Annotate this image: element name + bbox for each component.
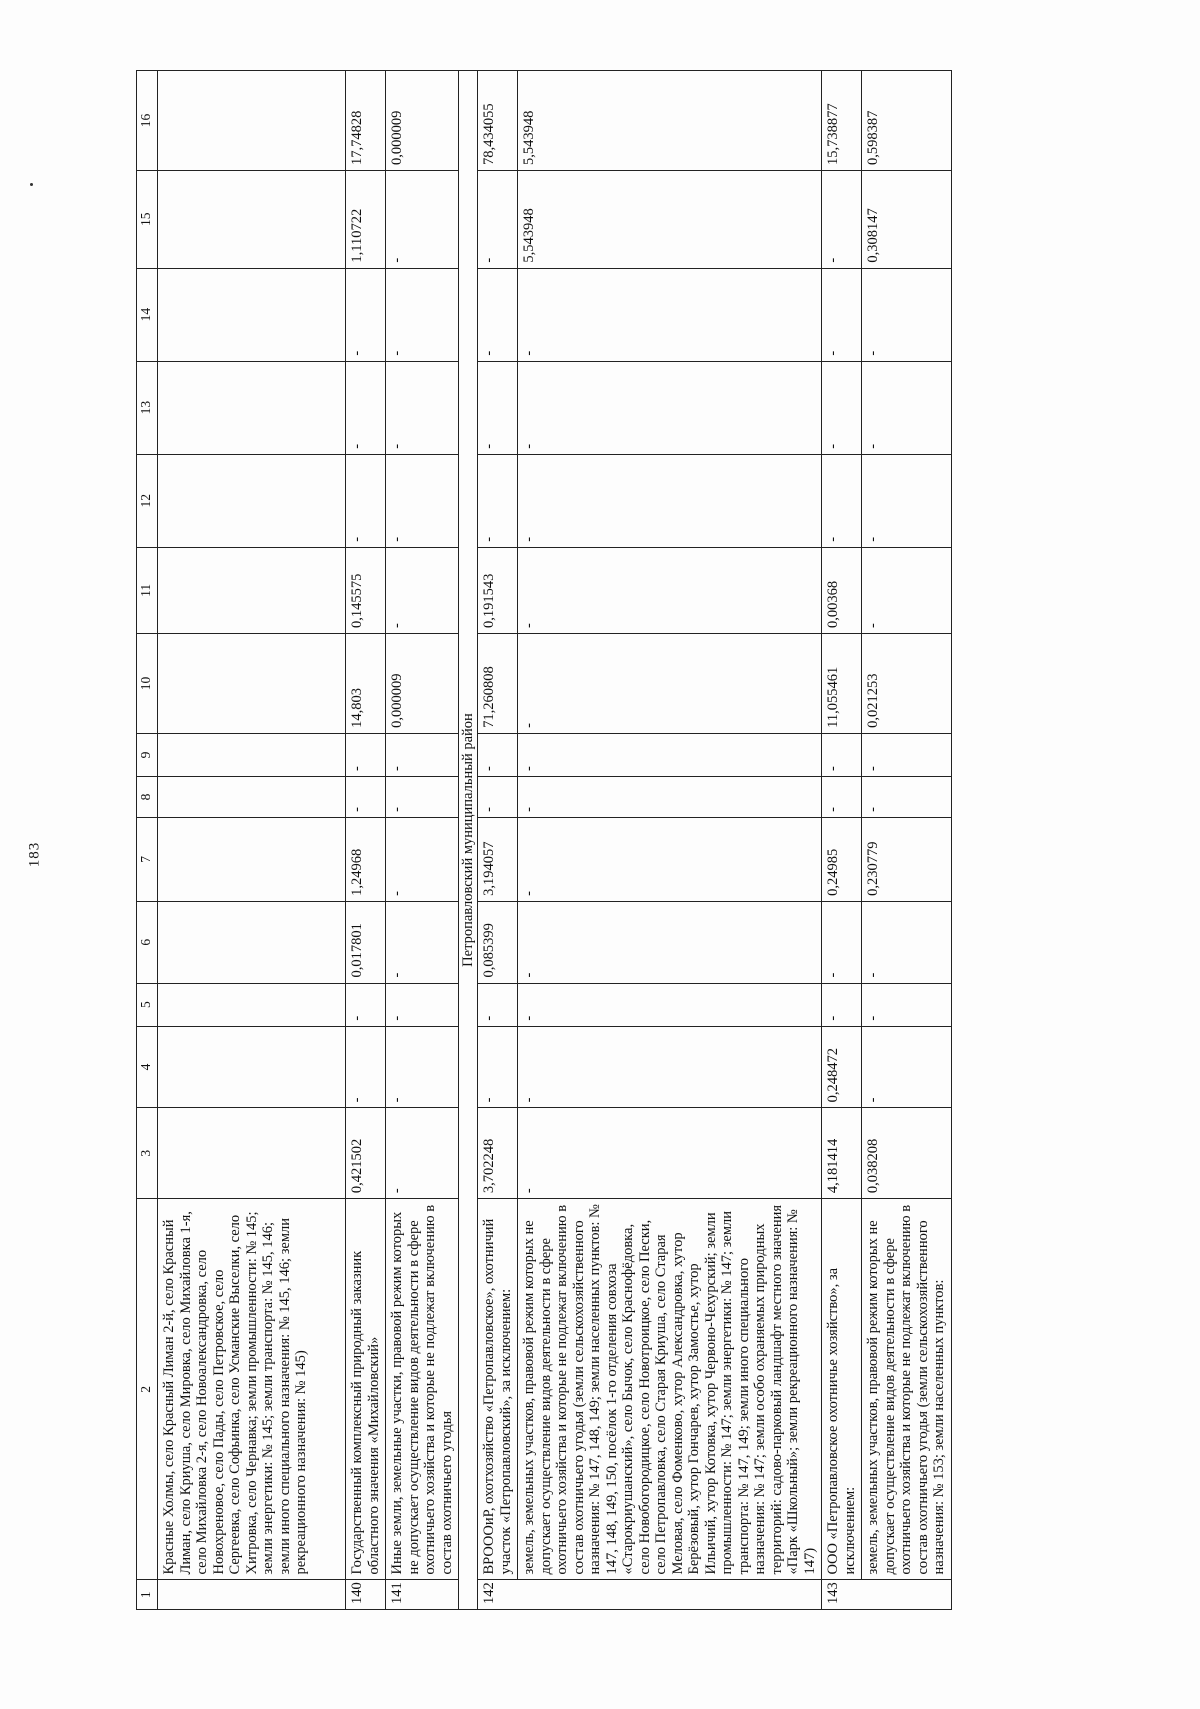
cell: 0,308147 bbox=[862, 170, 952, 268]
table-row bbox=[158, 71, 346, 1610]
cell: - bbox=[518, 817, 822, 901]
cell: - bbox=[386, 1108, 459, 1199]
cell: - bbox=[346, 733, 386, 776]
cell: - bbox=[518, 361, 822, 454]
cell: 0,191543 bbox=[478, 547, 518, 633]
cell bbox=[158, 547, 346, 633]
cell: 0,021253 bbox=[862, 634, 952, 734]
row-description: ООО «Петропавловское охотничье хозяйство», за исключением: bbox=[822, 1199, 862, 1580]
cell: - bbox=[386, 733, 459, 776]
cell: - bbox=[862, 733, 952, 776]
cell: 5,543948 bbox=[518, 71, 822, 171]
cell: - bbox=[518, 634, 822, 734]
col-header-3: 3 bbox=[137, 1108, 158, 1199]
table-subrow bbox=[862, 71, 952, 1610]
cell: - bbox=[478, 170, 518, 268]
cell: - bbox=[822, 454, 862, 547]
cell: - bbox=[386, 547, 459, 633]
col-header-15: 15 bbox=[137, 170, 158, 268]
row-number: 142 bbox=[478, 1580, 822, 1610]
col-header-6: 6 bbox=[137, 901, 158, 983]
cell: 0,230779 bbox=[862, 817, 952, 901]
cell: - bbox=[862, 901, 952, 983]
cell bbox=[158, 733, 346, 776]
col-header-9: 9 bbox=[137, 733, 158, 776]
cell: - bbox=[518, 1108, 822, 1199]
cell: 0,421502 bbox=[346, 1108, 386, 1199]
district-row bbox=[459, 71, 478, 1610]
cell: - bbox=[518, 901, 822, 983]
cell: - bbox=[386, 983, 459, 1026]
row-number: 141 bbox=[386, 1580, 459, 1610]
cell bbox=[158, 1108, 346, 1199]
cell: - bbox=[822, 361, 862, 454]
cell: - bbox=[478, 268, 518, 361]
col-header-1: 1 bbox=[137, 1580, 158, 1610]
col-header-4: 4 bbox=[137, 1026, 158, 1108]
cell: - bbox=[386, 268, 459, 361]
cell: - bbox=[862, 547, 952, 633]
land-area-table bbox=[136, 70, 952, 1610]
table-row bbox=[346, 71, 386, 1610]
cell bbox=[158, 71, 346, 171]
cell: - bbox=[478, 983, 518, 1026]
cell: - bbox=[478, 361, 518, 454]
cell: - bbox=[518, 547, 822, 633]
col-header-13: 13 bbox=[137, 361, 158, 454]
cell: - bbox=[346, 454, 386, 547]
cell: - bbox=[518, 733, 822, 776]
scan-speck bbox=[30, 183, 33, 186]
cell: - bbox=[862, 454, 952, 547]
cell: - bbox=[518, 983, 822, 1026]
cell: - bbox=[386, 817, 459, 901]
cell: - bbox=[822, 170, 862, 268]
header-row bbox=[137, 71, 158, 1610]
cell: - bbox=[346, 268, 386, 361]
row-description: Иные земли, земельные участки, правовой режим которых не допускает осуществление видов деятельности в сфере охотничьего хозяйства и которые не подлежат включению в состав охотничьего угодья bbox=[386, 1199, 459, 1580]
district-label: Петропавловский муниципальный район bbox=[459, 71, 478, 1610]
cell: 17,74828 bbox=[346, 71, 386, 171]
cell: - bbox=[478, 777, 518, 818]
cell: - bbox=[346, 1026, 386, 1108]
cell bbox=[158, 634, 346, 734]
cell: - bbox=[386, 454, 459, 547]
cell: - bbox=[386, 901, 459, 983]
cell: - bbox=[862, 361, 952, 454]
col-header-16: 16 bbox=[137, 71, 158, 171]
row-description: ВРОООиР, охотхозяйство «Петропавловское», охотничий участок «Петропавловский», за исключением: bbox=[478, 1199, 518, 1580]
col-header-14: 14 bbox=[137, 268, 158, 361]
cell: - bbox=[386, 777, 459, 818]
row-number: 143 bbox=[822, 1580, 952, 1610]
cell: 14,803 bbox=[346, 634, 386, 734]
cell: 0,017801 bbox=[346, 901, 386, 983]
cell: - bbox=[386, 170, 459, 268]
cell: - bbox=[386, 361, 459, 454]
cell: 0,000009 bbox=[386, 71, 459, 171]
cell: 78,434055 bbox=[478, 71, 518, 171]
row-description: Красные Холмы, село Красный Лиман 2-й, село Красный Лиман, село Криуша, село Мировка, село Михайловка 1-я, село Михайловка 2-я, село Новоалександровка, село Новохреновое, село Пады, село Петровское, село Сергеевка, село Софьинка, село Усманские Выселки, село Хитровка, село Чернавка; земли промышленности: № 145; земли энергетики: № 145; земли транспорта: № 145, 146; земли иного специального назначения: № 145, 146; земли рекреационного назначения: № 145) bbox=[158, 1199, 346, 1580]
cell bbox=[158, 268, 346, 361]
cell: 0,038208 bbox=[862, 1108, 952, 1199]
cell: 71,260808 bbox=[478, 634, 518, 734]
cell: - bbox=[822, 901, 862, 983]
cell: 1,110722 bbox=[346, 170, 386, 268]
cell: - bbox=[518, 1026, 822, 1108]
cell: - bbox=[478, 733, 518, 776]
cell: - bbox=[386, 1026, 459, 1108]
col-header-8: 8 bbox=[137, 777, 158, 818]
row-number: 140 bbox=[346, 1580, 386, 1610]
cell: - bbox=[346, 361, 386, 454]
cell: - bbox=[518, 454, 822, 547]
cell: 0,085399 bbox=[478, 901, 518, 983]
row-number bbox=[158, 1580, 346, 1610]
cell: 0,24985 bbox=[822, 817, 862, 901]
cell: - bbox=[478, 454, 518, 547]
table-row bbox=[822, 71, 862, 1610]
table-row bbox=[478, 71, 518, 1610]
page-number: 183 bbox=[26, 841, 43, 868]
cell bbox=[158, 817, 346, 901]
cell: - bbox=[862, 1026, 952, 1108]
cell: - bbox=[822, 983, 862, 1026]
rotated-table-wrapper bbox=[136, 70, 1096, 1610]
row-description: Государственный комплексный природный заказник областного значения «Михайловский» bbox=[346, 1199, 386, 1580]
cell: 0,598387 bbox=[862, 71, 952, 171]
col-header-11: 11 bbox=[137, 547, 158, 633]
cell: - bbox=[346, 983, 386, 1026]
cell: - bbox=[346, 777, 386, 818]
cell: - bbox=[478, 1026, 518, 1108]
cell: 5,543948 bbox=[518, 170, 822, 268]
cell: - bbox=[822, 268, 862, 361]
cell: 11,055461 bbox=[822, 634, 862, 734]
col-header-12: 12 bbox=[137, 454, 158, 547]
cell bbox=[158, 454, 346, 547]
cell: - bbox=[518, 777, 822, 818]
col-header-5: 5 bbox=[137, 983, 158, 1026]
cell: - bbox=[822, 733, 862, 776]
cell: 15,738877 bbox=[822, 71, 862, 171]
cell bbox=[158, 777, 346, 818]
cell: - bbox=[862, 777, 952, 818]
cell: - bbox=[518, 268, 822, 361]
col-header-7: 7 bbox=[137, 817, 158, 901]
cell: - bbox=[822, 777, 862, 818]
col-header-10: 10 bbox=[137, 634, 158, 734]
cell: 0,248472 bbox=[822, 1026, 862, 1108]
cell: 4,181414 bbox=[822, 1108, 862, 1199]
cell bbox=[158, 361, 346, 454]
table-subrow bbox=[518, 71, 822, 1610]
cell: 3,702248 bbox=[478, 1108, 518, 1199]
cell bbox=[158, 170, 346, 268]
cell: 1,24968 bbox=[346, 817, 386, 901]
cell: 0,000009 bbox=[386, 634, 459, 734]
table-row bbox=[386, 71, 459, 1610]
cell: - bbox=[862, 268, 952, 361]
col-header-2: 2 bbox=[137, 1199, 158, 1580]
row-description: земель, земельных участков, правовой режим которых не допускает осуществление видов деятельности в сфере охотничьего хозяйства и которые не подлежат включению в состав охотничьего угодья (земли сельскохозяйственного назначения: № 147, 148, 149; земли населенных пунктов: № 147, 148, 149, 150, посёлок 1-го отделения совхоза «Старокриушанский», село Бычок, село Краснофёдовка, село Новобогородицкое, село Новотроицкое, село Пески, село Петропавловка, село Старая Криуша, село Старая Меловая, село Фоменково, хутор Александровка, хутор Берёзовый, хутор Гончарев, хутор Замостье, хутор Ильичий, хутор Котовка, хутор Червоно-Чехурский; земли промышленности: № 147; земли энергетики: № 147; земли транспорта: № 147, 149; земли иного специального назначения: № 147; земли особо охраняемых природных территорий: садово-парковый ландшафт местного значения «Парк «Школьный»; земли рекреационного назначения: № 147) bbox=[518, 1199, 822, 1580]
cell: 0,00368 bbox=[822, 547, 862, 633]
cell bbox=[158, 901, 346, 983]
cell bbox=[158, 1026, 346, 1108]
cell: 0,145575 bbox=[346, 547, 386, 633]
cell bbox=[158, 983, 346, 1026]
cell: 3,194057 bbox=[478, 817, 518, 901]
cell: - bbox=[862, 983, 952, 1026]
row-description: земель, земельных участков, правовой режим которых не допускает осуществление видов деятельности в сфере охотничьего хозяйства и которые не подлежат включению в состав охотничьего угодья (земли сельскохозяйственного назначения: № 153; земли населенных пунктов: bbox=[862, 1199, 952, 1580]
